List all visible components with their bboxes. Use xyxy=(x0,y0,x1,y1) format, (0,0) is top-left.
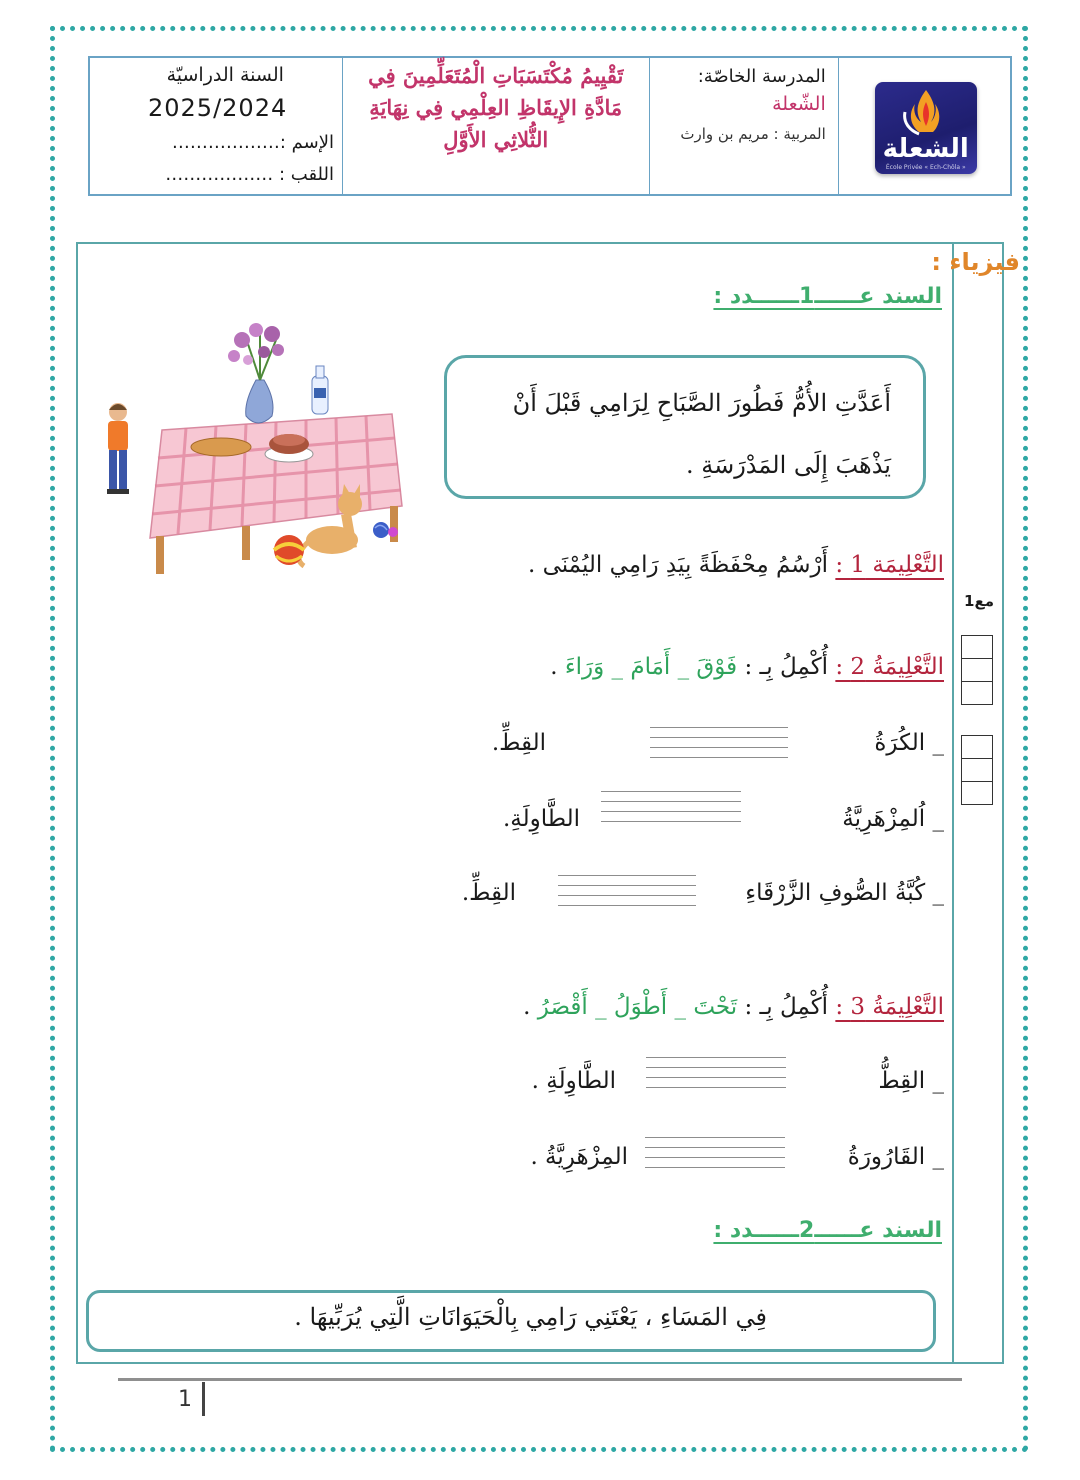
answer-lines[interactable] xyxy=(646,1048,786,1096)
school-logo xyxy=(875,82,977,174)
instruction-1 xyxy=(528,552,944,578)
evening-text: فِي المَسَاءِ ، يَعْتَنِي رَامِي بِالْحَيَوَانَاتِ الَّتِي يُرَبِّيهَا . xyxy=(294,1303,767,1331)
score-boxes-group-2 xyxy=(961,736,993,805)
sanad-1-title: السند عــــــ1ــــــدد : xyxy=(713,284,942,309)
score-box[interactable] xyxy=(961,735,993,759)
fill-row-2-3-right: القِطِّ. xyxy=(461,880,516,906)
score-label: مع1 xyxy=(964,592,994,610)
instruction-3-suffix: . xyxy=(523,994,538,1020)
instruction-1-text: أَرْسُمُ مِحْفَظَةً بِيَدِ رَامِي اليُمْنَى . xyxy=(527,552,836,578)
answer-lines[interactable] xyxy=(645,1128,785,1176)
footer-divider xyxy=(118,1378,962,1381)
ball xyxy=(274,535,304,565)
title-cell xyxy=(343,58,650,194)
school-cell xyxy=(650,58,839,194)
fill-row-2-1-right: القِطِّ. xyxy=(491,730,546,756)
year-value: 2025/2024 xyxy=(148,94,288,122)
instruction-3-words: تَحْتَ _ أَطْوَلُ _ أَقْصَرُ xyxy=(537,994,738,1020)
score-box[interactable] xyxy=(961,781,993,805)
score-boxes-group-1 xyxy=(961,636,993,705)
answer-lines[interactable] xyxy=(650,718,788,766)
instruction-1-label: التَّعْلِيمَة 1 : xyxy=(835,552,944,578)
sanad-2-title: السند عــــــ2ــــــدد : xyxy=(713,1218,942,1243)
fill-row-2-3-left: _ كُبَّةُ الصُّوفِ الزَّرْقَاءِ xyxy=(745,880,944,906)
year-cell xyxy=(90,58,343,194)
answer-lines[interactable] xyxy=(558,866,696,914)
milk-bottle xyxy=(312,366,328,414)
fill-row-3-1-left: _ القِطُّ xyxy=(878,1068,944,1094)
score-box[interactable] xyxy=(961,681,993,705)
instruction-3 xyxy=(523,994,944,1020)
assessment-title xyxy=(343,58,649,156)
section-title-physics: فيزياء : xyxy=(931,248,1020,276)
instruction-2-label: التَّعْلِيمَةُ 2 : xyxy=(835,654,944,680)
title-line: الثُّلاثِي الأَوَّلِ xyxy=(443,127,549,152)
scene-line: يَذْهَبَ إِلَى المَدْرَسَةِ . xyxy=(685,451,891,479)
score-column xyxy=(952,244,1002,1362)
score-box[interactable] xyxy=(961,658,993,682)
logo-subtext: École Privée « Ech-Chôla » xyxy=(885,164,966,171)
instruction-2-words: فَوْقَ _ أَمَامَ _ وَرَاءَ xyxy=(564,654,738,680)
fill-row-3-1-right: الطَّاوِلَةِ . xyxy=(531,1068,616,1094)
scene-text-box xyxy=(444,355,926,499)
instruction-3-prefix: أُكْمِلُ بِـ : xyxy=(737,994,836,1020)
instruction-2-suffix: . xyxy=(550,654,565,680)
logo-text: الشعلة xyxy=(882,134,969,164)
fill-row-3-2-right: المِزْهَرِيَّةُ . xyxy=(530,1144,628,1170)
school-name: الشّعلة xyxy=(772,93,826,115)
boy-figure xyxy=(107,403,129,494)
flower-vase xyxy=(228,323,284,423)
page-number-bar xyxy=(202,1382,205,1416)
answer-lines[interactable] xyxy=(601,782,741,830)
scene-text xyxy=(471,372,891,496)
fill-row-2-1-left: _ الكُرَةُ xyxy=(874,730,944,756)
bread xyxy=(191,438,251,456)
surname-field: اللقب : ……………… xyxy=(165,164,334,185)
teacher-name: المربية : مريم بن وارث xyxy=(680,125,826,143)
page-number: 1 xyxy=(178,1387,192,1412)
fill-row-3-2-left: _ القَارُورَةُ xyxy=(847,1144,944,1170)
fill-row-2-2-left: _ اُلمِزْهَرِيَّةُ xyxy=(842,806,944,832)
score-box[interactable] xyxy=(961,758,993,782)
header-table xyxy=(88,56,1012,196)
evening-text-box xyxy=(86,1290,936,1352)
school-label: المدرسة الخاصّة: xyxy=(697,66,826,87)
logo-cell xyxy=(839,58,1010,194)
breakfast-table-illustration xyxy=(96,318,416,580)
flame-icon xyxy=(875,82,977,142)
fill-row-2-2-right: الطَّاوِلَةِ. xyxy=(502,806,580,832)
title-line: تَقْيِيمُ مُكْتَسَبَاتِ الْمُتَعَلِّمِينَ فِي xyxy=(368,63,624,88)
name-field: الإسم :……………… xyxy=(171,132,334,153)
instruction-3-label: التَّعْلِيمَةُ 3 : xyxy=(835,994,944,1020)
year-label: السنة الدراسيّة xyxy=(166,64,284,86)
instruction-2-prefix: أُكْمِلُ بِـ : xyxy=(737,654,836,680)
instruction-2 xyxy=(550,654,944,680)
score-box[interactable] xyxy=(961,635,993,659)
scene-line: أَعَدَّتِ الأُمُّ فَطُورَ الصَّبَاحِ لِرَامِي قَبْلَ أَنْ xyxy=(512,389,891,417)
title-line: مَادَّةِ الإِيقَاظِ العِلْمِي فِي نِهَايَةِ xyxy=(369,95,623,120)
